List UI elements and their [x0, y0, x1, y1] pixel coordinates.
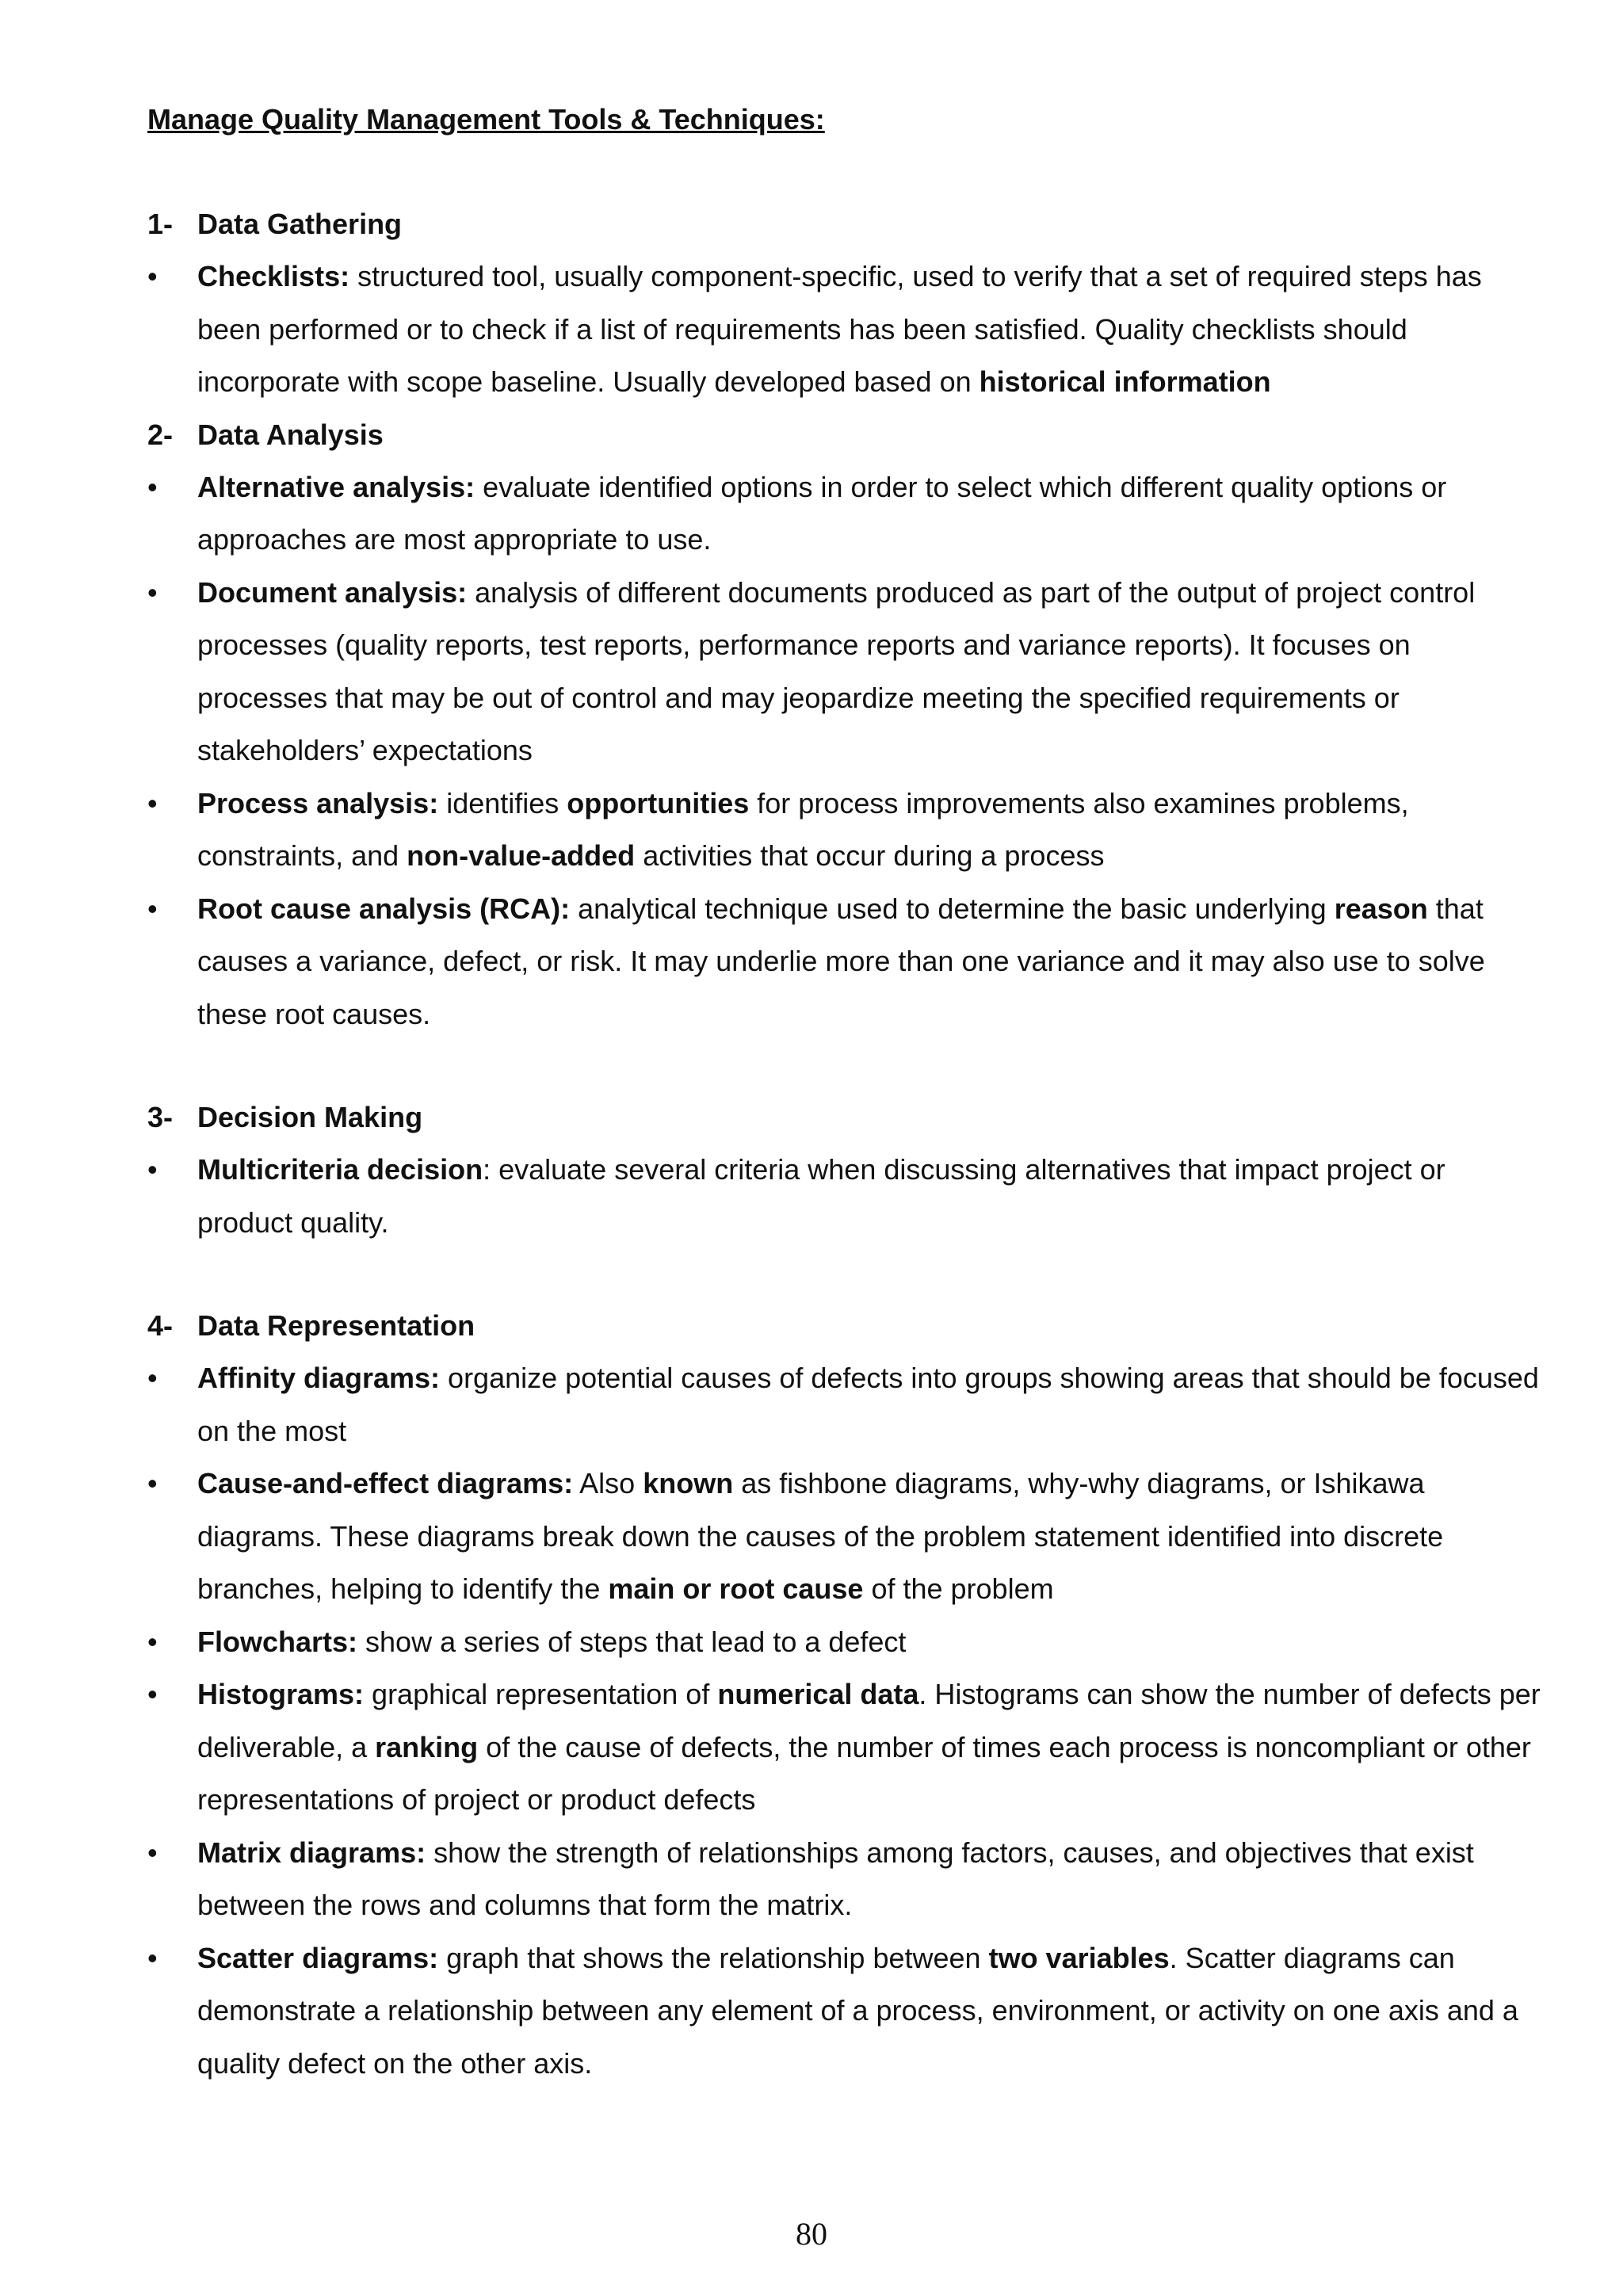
list-item [147, 1827, 1542, 1932]
section-gap [147, 1041, 1542, 1091]
item-term: Flowcharts: [197, 1625, 358, 1658]
page-number: 80 [796, 2216, 827, 2252]
section-heading-text: Data Gathering [197, 208, 403, 240]
item-text: analytical technique used to determine the basic underlying [570, 892, 1335, 925]
item-text: evaluate identified options in order to select which different quality options or approaches are most appropriate to use. [197, 470, 1447, 556]
item-text: that causes a variance, defect, or risk. It may underlie more than one variance and it may also use to solve these root causes. [197, 892, 1485, 1030]
item-term: Alternative analysis: [197, 470, 475, 503]
sections [147, 198, 1542, 2090]
item-text: of the cause of defects, the number of times each process is noncompliant or other representations of project or product defects [197, 1730, 1531, 1816]
section-heading-text: Data Analysis [197, 418, 384, 451]
list-item [147, 1144, 1542, 1249]
item-text: . Scatter diagrams can demonstrate a relationship between any element of a process, environment, or activity on one axis and a quality defect on the other axis. [197, 1941, 1518, 2080]
item-term: Multicriteria decision [197, 1153, 483, 1186]
item-text: structured tool, usually component-specific, used to verify that a set of required steps has been performed or to check if a list of requirements has been satisfied. Quality checklists should incorporate with scope baseline. Usually developed based on [197, 260, 1482, 398]
item-text: activities that occur during a process [635, 839, 1105, 872]
list-item [147, 1352, 1542, 1457]
item-text: : evaluate several criteria when discussing alternatives that impact project or product quality. [197, 1153, 1445, 1239]
item-term: Scatter diagrams: [197, 1941, 439, 1974]
item-text: show a series of steps that lead to a defect [357, 1625, 907, 1658]
item-text: graphical representation of [364, 1678, 718, 1710]
section-heading [147, 1091, 1542, 1144]
emphasized-text: main or root cause [608, 1572, 864, 1605]
list-item [147, 777, 1542, 883]
emphasized-text: opportunities [567, 786, 750, 819]
list-item [147, 461, 1542, 567]
section-heading [147, 1300, 1542, 1352]
item-term: Cause-and-effect diagrams: [197, 1467, 574, 1499]
item-text: as fishbone diagrams, why-why diagrams, or Ishikawa diagrams. These diagrams break down the causes of the problem statement identified into discrete branches, helping to identify the [197, 1467, 1444, 1605]
document-content [147, 94, 1542, 2090]
page-title: Manage Quality Management Tools & Techniques: [147, 103, 825, 136]
item-term: Matrix diagrams: [197, 1836, 426, 1869]
emphasized-text: known [643, 1467, 734, 1499]
bullet-list [147, 461, 1542, 1041]
list-item [147, 567, 1542, 777]
item-term: Document analysis: [197, 575, 468, 609]
section-number: 2- [147, 418, 174, 451]
item-text: Also [573, 1467, 643, 1499]
emphasized-text: reason [1334, 892, 1428, 925]
section-number: 1- [147, 208, 174, 240]
item-term: Histograms: [197, 1678, 365, 1710]
item-text: analysis of different documents produced as part of the output of project control processes (quality reports, test reports, performance reports and variance reports). It focuses on processes that may be out of control and may jeopardize meeting the specified requirements or stakeholders’ expectations [197, 575, 1476, 766]
bullet-list [147, 1144, 1542, 1249]
section-heading-text: Data Representation [197, 1309, 475, 1342]
section-number: 4- [147, 1309, 174, 1342]
item-text: for process improvements also examines problems, constraints, and [197, 786, 1409, 872]
emphasized-text: numerical data [717, 1678, 919, 1710]
item-term: Root cause analysis (RCA): [197, 892, 571, 925]
emphasized-text: two variables [988, 1941, 1170, 1974]
item-text: identifies [438, 786, 567, 819]
item-text: show the strength of relationships among factors, causes, and objectives that exist between the rows and columns that form the matrix. [197, 1836, 1474, 1921]
list-item [147, 1668, 1542, 1827]
section-heading-text: Decision Making [197, 1101, 423, 1133]
list-item [147, 1616, 1542, 1669]
list-item [147, 250, 1542, 409]
list-item [147, 1457, 1542, 1616]
item-term: Checklists: [197, 260, 350, 292]
item-text: organize potential causes of defects into groups showing areas that should be focused on the most [197, 1362, 1539, 1447]
item-term: Process analysis: [197, 786, 439, 819]
bullet-list [147, 250, 1542, 409]
emphasized-text: non-value-added [407, 839, 636, 872]
emphasized-text: ranking [375, 1730, 479, 1763]
section-heading [147, 409, 1542, 461]
section-heading [147, 198, 1542, 250]
section-number: 3- [147, 1101, 174, 1133]
list-item [147, 883, 1542, 1041]
item-text: graph that shows the relationship between [438, 1941, 989, 1974]
item-text: . Histograms can show the number of defects per deliverable, a [197, 1678, 1541, 1763]
bullet-list [147, 1352, 1542, 2090]
item-term: Affinity diagrams: [197, 1362, 441, 1394]
emphasized-text: historical information [979, 365, 1271, 398]
list-item [147, 1932, 1542, 2091]
section-gap [147, 1249, 1542, 1300]
item-text: of the problem [863, 1572, 1054, 1605]
